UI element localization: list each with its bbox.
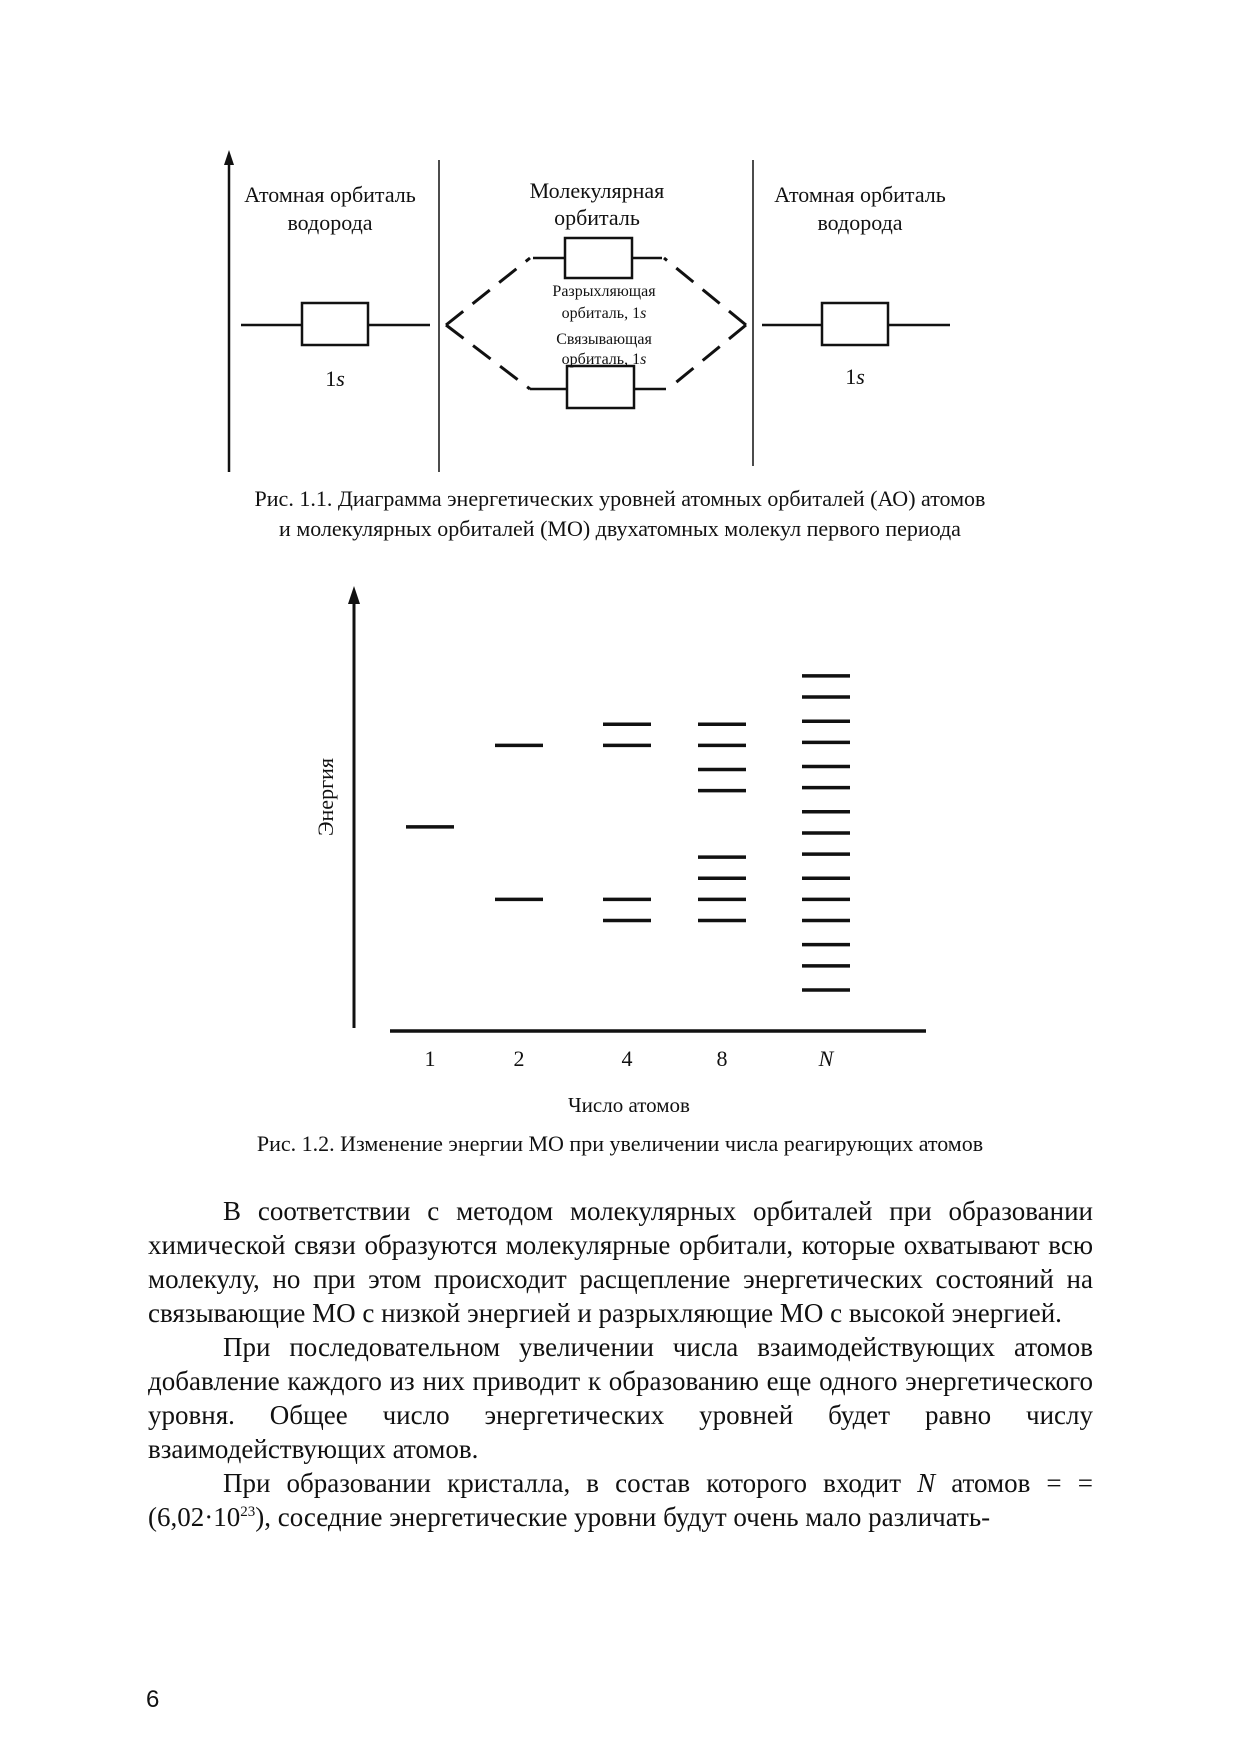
right-ao-label-2: водорода: [817, 210, 903, 235]
x-tick-label: 4: [621, 1046, 633, 1071]
antibonding-label: Разрыхляющая: [552, 283, 656, 300]
bonding-label-2: орбиталь, 1s: [561, 351, 647, 368]
body-text: [148, 1194, 1093, 1534]
x-axis-label: Число атомов: [568, 1093, 690, 1117]
paragraph-3: [148, 1466, 1093, 1534]
page-number: 6: [146, 1686, 160, 1713]
x-tick-label: 8: [716, 1046, 728, 1071]
bonding-mo-box: [567, 366, 634, 408]
y-axis-label: Энергия: [313, 758, 338, 836]
antibonding-mo-box: [565, 238, 632, 278]
paragraph-3-part2: атомов = = (6,02·10: [148, 1468, 1093, 1532]
left-ao-box: [302, 303, 368, 345]
paragraph-3-exponent: 23: [240, 1504, 256, 1520]
correlation-line-left-up: [446, 258, 530, 325]
paragraph-3-part3: ), соседние энергетические уровни будут очень мало различать-: [255, 1502, 991, 1532]
figure2-caption: Рис. 1.2. Изменение энергии МО при увеличении числа реагирующих атомов: [256, 1131, 984, 1156]
y-axis-arrow: [348, 586, 360, 604]
bonding-label: Связывающая: [556, 331, 652, 348]
figure1-caption-line2: и молекулярных орбиталей (МО) двухатомных молекул первого периода: [279, 516, 961, 541]
mo-label-2: орбиталь: [554, 205, 640, 230]
correlation-line-right-down: [668, 325, 746, 389]
paragraph-3-N: N: [917, 1468, 936, 1498]
antibonding-label-2: орбиталь, 1s: [561, 305, 647, 322]
paragraph-3-part1: При образовании кристалла, в состав которого входит: [223, 1468, 918, 1498]
figure1-caption-line1: Рис. 1.1. Диаграмма энергетических уровней атомных орбиталей (АО) атомов: [254, 486, 986, 511]
energy-axis-arrow: [224, 150, 234, 165]
paragraph-1: В соответствии с методом молекулярных орбиталей при образовании химической связи образуются молекулярные орбитали, которые охватывают всю молекулу, но при этом происходит расщепление энергетических состояний на связывающие МО с низкой энергией и разрыхляющие МО с высокой энергией.: [148, 1196, 1093, 1328]
correlation-line-right-up: [664, 258, 746, 325]
left-ao-orbital: 1s: [325, 366, 345, 391]
energy-levels-chart: [0, 570, 1241, 1140]
energy-levels: [406, 676, 850, 990]
figure-mo-diagram: [0, 0, 1241, 480]
paragraph-2: При последовательном увеличении числа взаимодействующих атомов добавление каждого из них приводит к образованию еще одного энергетического уровня. Общее число энергетических уровней будет равно числу взаимодействующих атомов.: [148, 1332, 1093, 1464]
x-tick-label: 2: [513, 1046, 525, 1071]
x-tick-label: 1: [424, 1046, 436, 1071]
x-tick-labels: [425, 1046, 835, 1071]
mo-label: Молекулярная: [529, 178, 665, 203]
right-ao-orbital: 1s: [845, 364, 865, 389]
left-ao-label: Атомная орбиталь: [244, 182, 416, 207]
right-ao-label: Атомная орбиталь: [774, 182, 946, 207]
figure1-caption: [150, 484, 1090, 544]
x-tick-label: N: [818, 1046, 834, 1071]
correlation-line-left-down: [446, 325, 530, 389]
right-ao-box: [822, 303, 888, 345]
left-ao-label-2: водорода: [287, 210, 373, 235]
